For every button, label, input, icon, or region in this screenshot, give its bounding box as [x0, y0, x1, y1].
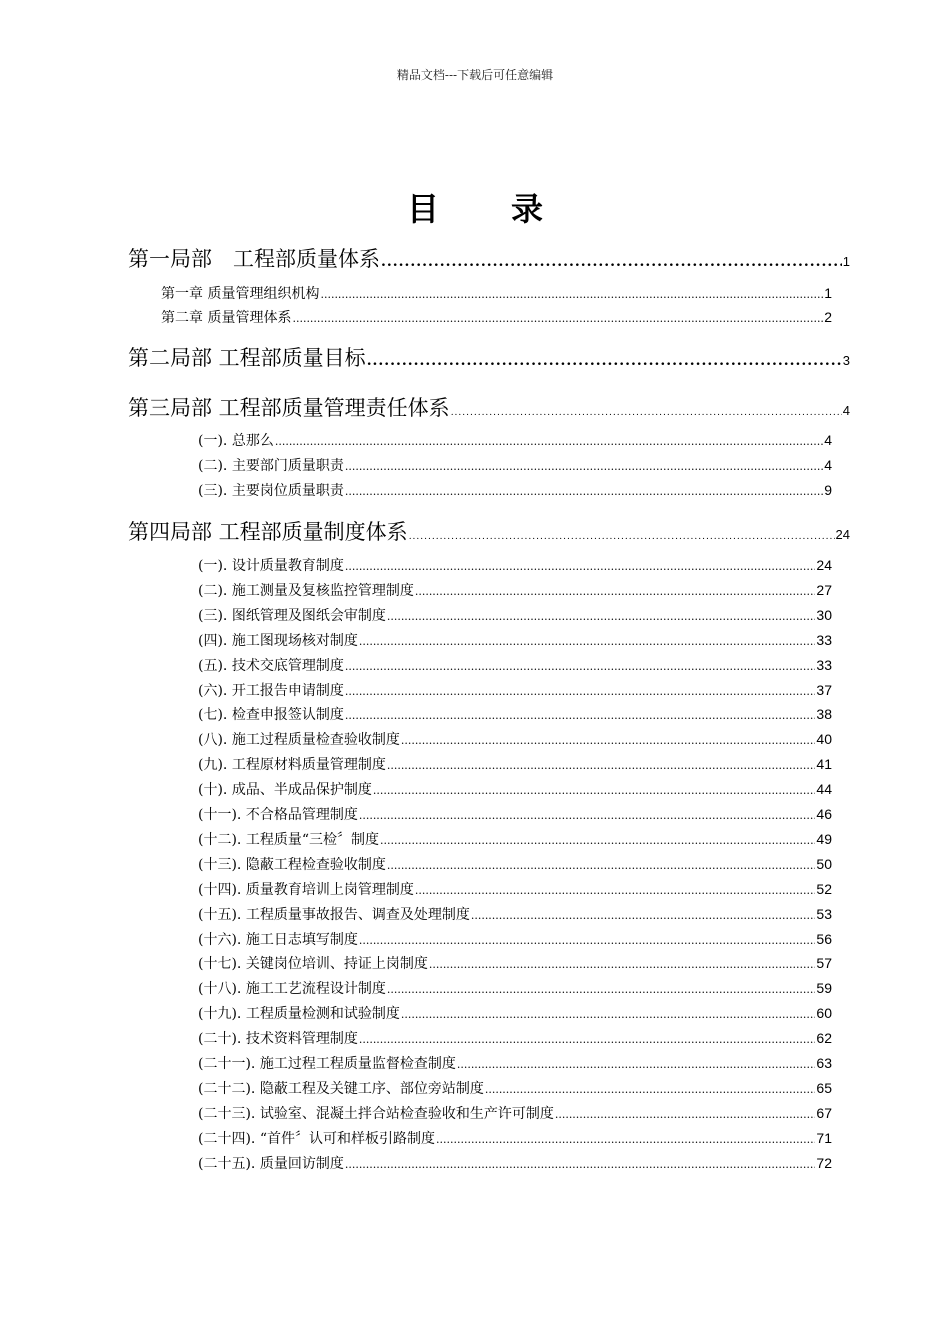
toc-page-number: 59: [816, 980, 832, 997]
toc-page-number: 33: [816, 656, 832, 673]
toc-entry-label: (二十二). 隐蔽工程及关键工序、部位旁站制度: [198, 1080, 484, 1097]
toc-page-number: 38: [816, 706, 832, 723]
toc-leader-dots: [387, 859, 816, 872]
toc-page-number: 37: [816, 681, 832, 698]
toc-entry[interactable]: [198, 879, 832, 899]
toc-entry-label: (十四). 质量教育培训上岗管理制度: [198, 881, 414, 898]
toc-entry[interactable]: [198, 978, 832, 998]
toc-entry-label: (十二). 工程质量“三检〞制度: [198, 831, 379, 848]
toc-entry[interactable]: [198, 1003, 832, 1023]
toc-entry-label: (二十一). 施工过程工程质量监督检查制度: [198, 1056, 456, 1072]
toc-part-entry[interactable]: [128, 516, 850, 546]
toc-leader-dots: [457, 1058, 816, 1071]
toc-leader-dots: [387, 610, 816, 623]
toc-leader-dots: [359, 1033, 816, 1046]
toc-page-number: 52: [816, 880, 832, 897]
toc-entry[interactable]: [198, 630, 832, 650]
toc-page-number: 9: [824, 482, 832, 498]
toc-entry-label: (六). 开工报告申请制度: [198, 682, 344, 699]
toc-title-char-2: 录: [511, 190, 544, 228]
toc-entry[interactable]: [198, 655, 832, 675]
toc-leader-dots: [401, 1008, 816, 1021]
toc-entry[interactable]: [198, 455, 832, 475]
toc-title-char-1: 目: [406, 190, 439, 228]
toc-entry[interactable]: [198, 904, 832, 924]
toc-title: [0, 184, 950, 230]
toc-page-number: 49: [816, 830, 832, 847]
toc-entry[interactable]: [198, 555, 832, 575]
toc-leader-dots: [345, 560, 816, 573]
toc-page-number: 41: [816, 756, 832, 773]
toc-entry[interactable]: [198, 829, 832, 849]
toc-page-number: 53: [816, 905, 832, 922]
toc-entry-label: (二十五). 质量回访制度: [198, 1155, 344, 1172]
toc-leader-dots: [401, 734, 816, 747]
toc-leader-dots: [471, 909, 816, 922]
toc-page-number: 50: [816, 855, 832, 872]
toc-entry-label: (十八). 施工工艺流程设计制度: [198, 981, 386, 998]
toc-page-number: 63: [816, 1055, 832, 1071]
toc-page-number: 60: [816, 1005, 832, 1022]
toc-entry[interactable]: [198, 704, 832, 724]
toc-leader-dots: [380, 834, 815, 847]
toc-leader-dots: [373, 784, 816, 797]
toc-entry-label: (十). 成品、半成品保护制度: [198, 782, 372, 799]
toc-entry-label: (二). 主要部门质量职责: [198, 458, 344, 474]
toc-page-number: 57: [816, 955, 832, 972]
toc-page-number: 4: [824, 432, 832, 448]
toc-entry[interactable]: [198, 1028, 832, 1048]
toc-entry[interactable]: [198, 729, 832, 749]
toc-page-number: 30: [816, 606, 832, 623]
toc-entry-label: (一). 设计质量教育制度: [198, 558, 344, 574]
toc-entry[interactable]: [198, 953, 832, 973]
toc-part-entry[interactable]: [128, 342, 850, 372]
toc-page-number: 4: [842, 403, 850, 418]
toc-entry-label: 第一局部 工程部质量体系: [128, 247, 380, 271]
toc-page-number: 24: [816, 557, 832, 573]
toc-entry-label: (二十). 技术资料管理制度: [198, 1031, 358, 1048]
toc-entry-label: (一). 总那么: [198, 433, 274, 449]
toc-leader-dots: [292, 312, 823, 325]
toc-entry[interactable]: [198, 1128, 832, 1148]
toc-page-number: 3: [842, 353, 850, 368]
toc-entry[interactable]: [198, 854, 832, 874]
toc-page-number: 2: [824, 309, 832, 325]
toc-page-number: 33: [816, 631, 832, 648]
toc-page-number: 72: [816, 1154, 832, 1171]
toc-leader-dots: [345, 660, 816, 673]
toc-part-entry[interactable]: [128, 243, 850, 273]
toc-entry[interactable]: [198, 929, 832, 949]
toc-leader-dots: [485, 1083, 816, 1096]
toc-entry[interactable]: [198, 1153, 832, 1173]
toc-entry-label: (五). 技术交底管理制度: [198, 657, 344, 674]
toc-entry-label: (二十三). 试验室、混凝土拌合站检查验收和生产许可制度: [198, 1105, 554, 1122]
toc-leader-dots: [359, 635, 816, 648]
toc-entry-label: (三). 图纸管理及图纸会审制度: [198, 607, 386, 624]
toc-leader-dots: [415, 585, 816, 598]
toc-leader-dots: [359, 809, 816, 822]
toc-leader-dots: [320, 288, 823, 301]
toc-entry[interactable]: [198, 580, 832, 600]
toc-leader-dots: [429, 958, 816, 971]
toc-leader-dots: [415, 884, 816, 897]
toc-entry[interactable]: [198, 754, 832, 774]
toc-entry[interactable]: [198, 430, 832, 450]
toc-entry-label: (二十四). “首件〞认可和样板引路制度: [198, 1130, 435, 1147]
toc-page-number: 71: [816, 1129, 832, 1146]
toc-entry[interactable]: [161, 307, 832, 327]
toc-page-number: 44: [816, 781, 832, 798]
toc-page-number: 46: [816, 806, 832, 822]
toc-entry[interactable]: [198, 480, 832, 500]
toc-entry[interactable]: [198, 1103, 832, 1123]
toc-leader-dots: [436, 1133, 815, 1146]
toc-entry-label: (十一). 不合格品管理制度: [198, 807, 358, 823]
toc-entry[interactable]: [198, 804, 832, 824]
toc-entry-label: (十七). 关键岗位培训、持证上岗制度: [198, 956, 428, 973]
toc-leader-dots: [345, 460, 823, 473]
toc-page-number: 1: [842, 254, 850, 269]
toc-entry-label: (二). 施工测量及复核监控管理制度: [198, 582, 414, 599]
toc-leader-dots: [451, 408, 842, 418]
toc-page-number: 24: [835, 527, 850, 542]
toc-leader-dots: [345, 685, 816, 698]
toc-leader-dots: [275, 435, 823, 448]
page-header: 精品文档---下载后可任意编辑: [396, 68, 554, 82]
toc-leader-dots: [409, 532, 835, 542]
toc-part-entry[interactable]: [128, 392, 850, 422]
toc-entry-label: (十三). 隐蔽工程检查验收制度: [198, 856, 386, 873]
toc-page-number: 40: [816, 731, 832, 748]
toc-entry[interactable]: [161, 283, 832, 303]
toc-page-number: 4: [824, 457, 832, 473]
toc-page-number: 62: [816, 1030, 832, 1047]
toc-page-number: 27: [816, 581, 832, 598]
toc-entry[interactable]: [198, 605, 832, 625]
toc-page-number: 65: [816, 1079, 832, 1096]
toc-leader-dots: [359, 934, 816, 947]
toc-leader-dots: [345, 1158, 816, 1171]
toc-entry-label: (九). 工程原材料质量管理制度: [198, 757, 386, 774]
toc-page-number: 1: [824, 285, 832, 301]
toc-entry-label: (四). 施工图现场核对制度: [198, 632, 358, 649]
toc-entry-label: (十九). 工程质量检测和试验制度: [198, 1006, 400, 1023]
toc-entry-label: 第二章 质量管理体系: [161, 310, 292, 326]
toc-leader-dots: [367, 353, 842, 369]
toc-leader-dots: [387, 759, 816, 772]
toc-entry-label: (七). 检查申报签认制度: [198, 707, 344, 724]
toc-entry[interactable]: [198, 1053, 832, 1073]
toc-entry-label: 第一章 质量管理组织机构: [161, 286, 320, 302]
toc-leader-dots: [555, 1108, 816, 1121]
toc-entry[interactable]: [198, 779, 832, 799]
toc-leader-dots: [381, 254, 842, 270]
toc-leader-dots: [345, 485, 823, 498]
toc-entry-label: (十五). 工程质量事故报告、调查及处理制度: [198, 906, 470, 923]
toc-entry-label: 第四局部 工程部质量制度体系: [128, 520, 408, 544]
toc-page-number: 56: [816, 930, 832, 947]
toc-entry[interactable]: [198, 1078, 832, 1098]
toc-entry-label: 第二局部 工程部质量目标: [128, 346, 366, 370]
toc-entry[interactable]: [198, 680, 832, 700]
toc-page-number: 67: [816, 1104, 832, 1121]
toc-leader-dots: [345, 709, 816, 722]
toc-leader-dots: [387, 983, 816, 996]
toc-entry-label: (三). 主要岗位质量职责: [198, 483, 344, 499]
toc-entry-label: (八). 施工过程质量检查验收制度: [198, 732, 400, 749]
toc-entry-label: (十六). 施工日志填写制度: [198, 931, 358, 948]
toc-entry-label: 第三局部 工程部质量管理责任体系: [128, 396, 450, 420]
